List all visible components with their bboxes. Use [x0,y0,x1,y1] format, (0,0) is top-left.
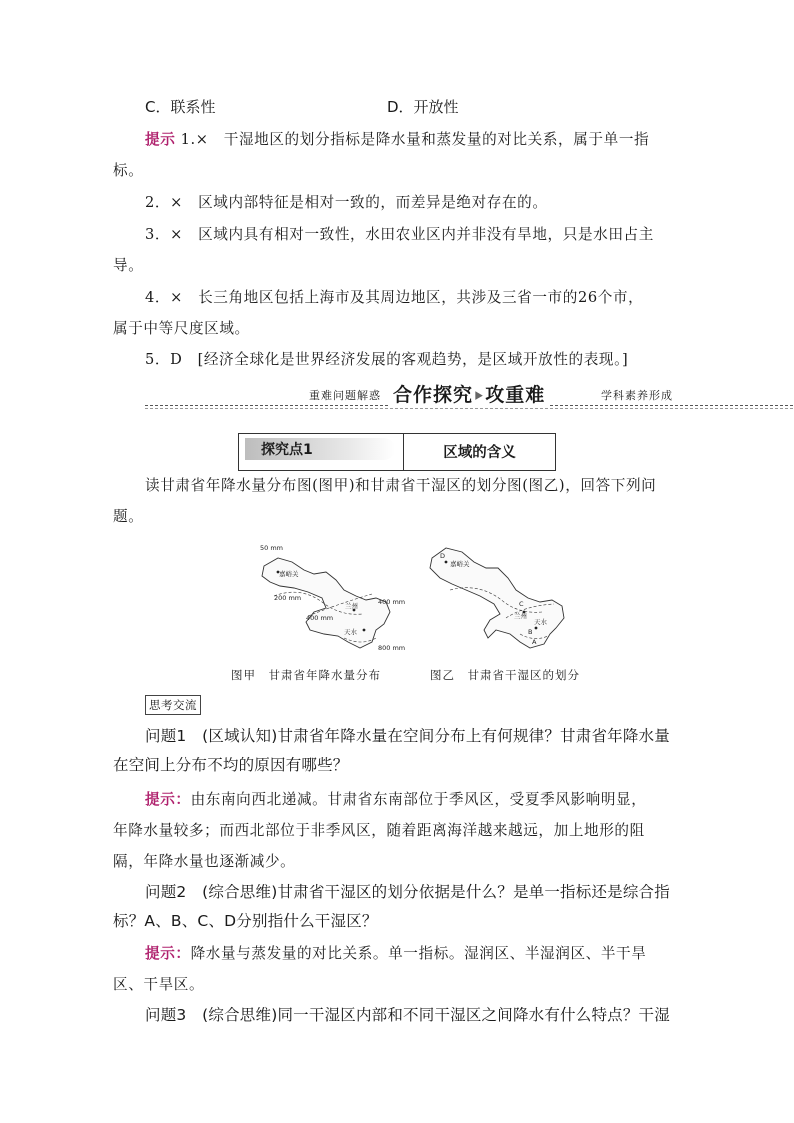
hint-label: 提示 [145,131,176,148]
map-b-label-lanzhou: 兰州 [514,612,527,620]
arrow-icon: ⯈ [473,389,486,405]
inquiry-title: 区域的含义 [443,445,516,461]
map-a-label-200mm: 200 mm [274,594,302,602]
map-b-caption: 图乙 甘肃省干湿区的划分 [430,668,580,682]
map-b-label-d: D [440,552,446,560]
precipitation-map [252,538,422,658]
map-a-label-tianshui: 天水 [344,628,357,636]
question-1-answer-line-3: 隔，年降水量也逐渐减少。 [113,853,296,870]
map-b-label-c: C [519,600,524,608]
map-a-label-800mm: 800 mm [378,644,406,652]
dry-wet-zone-map [424,538,594,658]
question-1-answer-line-1 [145,788,646,809]
map-b-label-a: A [532,638,537,646]
inquiry-tab [239,434,404,470]
answer-text: 降水量与蒸发量的对比关系。单一指标。湿润区、半湿润区、半干旱 [190,945,647,962]
question-2-line-2: 标？A、B、C、D分别指什么干湿区？ [113,912,378,930]
option-c: C．联系性 [145,98,216,116]
intro-line-1: 读甘肃省年降水量分布图(图甲)和甘肃省干湿区的划分图(图乙)，回答下列问 [145,477,657,494]
hint-label: 提示： [145,945,191,962]
question-1-answer-line-2: 年降水量较多；而西北部位于非季风区，随着距离海洋越来越远，加上地形的阻 [113,822,645,839]
answer-1-line-2: 标。 [113,162,144,179]
banner-title-a: 合作探究 [393,384,474,406]
map-a-label-jiayuguan: 嘉峪关 [279,570,299,578]
intro-line-2: 题。 [113,508,144,525]
inquiry-tab-label: 探究点1 [261,442,313,458]
map-a-label-lanzhou: 兰州 [345,602,358,610]
hint-label: 提示： [145,791,191,808]
banner-title [389,380,549,407]
think-discuss-tag: 思考交流 [145,695,201,715]
option-d: D．开放性 [387,98,459,116]
banner-rule-secondary [145,408,793,409]
question-1-line-2: 在空间上分布不均的原因有哪些？ [113,756,349,774]
map-b-label-jiayuguan: 嘉峪关 [450,560,470,568]
map-b-label-tianshui: 天水 [534,618,547,626]
question-2-answer-line-2: 区、干旱区。 [113,976,205,993]
section-banner [145,382,793,412]
question-2-line-1: 问题2 (综合思维)甘肃省干湿区的划分依据是什么？是单一指标还是综合指 [145,883,670,901]
map-a-label-400mm: 400 mm [306,614,334,622]
city-dot-jiayuguan [445,561,448,564]
banner-left-label: 重难问题解惑 [305,387,385,403]
banner-title-b: 攻重难 [485,384,546,406]
banner-right-label: 学科素养形成 [597,387,677,403]
answer-4-line-2: 属于中等尺度区域。 [113,320,250,337]
map-a-caption: 图甲 甘肃省年降水量分布 [231,668,381,682]
map-a-label-50mm: 50 mm [260,544,284,552]
answer-1-line-1 [145,128,649,149]
map-b-label-b: B [528,628,533,636]
question-2-answer-line-1 [145,942,646,963]
answer-4-line-1: 4．× 长三角地区包括上海市及其周边地区，共涉及三省一市的26个市， [145,289,644,306]
answer-text: 由东南向西北递减。甘肃省东南部位于季风区，受夏季风影响明显， [190,791,647,808]
city-dot-tianshui [363,629,366,632]
question-3-line-1: 问题3 (综合思维)同一干湿区内部和不同干湿区之间降水有什么特点？干湿 [145,1006,670,1024]
inquiry-header [238,433,556,471]
answer-3-line-1: 3．× 区域内具有相对一致性，水田农业区内并非没有旱地，只是水田占主 [145,226,654,243]
city-dot-tianshui [535,627,538,630]
answer-2: 2．× 区域内部特征是相对一致的，而差异是绝对存在的。 [145,194,548,211]
answer-text: 1.× 干湿地区的划分指标是降水量和蒸发量的对比关系，属于单一指 [175,131,650,148]
answer-5: 5．D [经济全球化是世界经济发展的客观趋势，是区域开放性的表现。] [145,351,629,368]
answer-3-line-2: 导。 [113,257,144,274]
question-1-line-1: 问题1 (区域认知)甘肃省年降水量在空间分布上有何规律？甘肃省年降水量 [145,727,670,745]
map-a-label-400mm-east: 400 mm [378,598,406,606]
